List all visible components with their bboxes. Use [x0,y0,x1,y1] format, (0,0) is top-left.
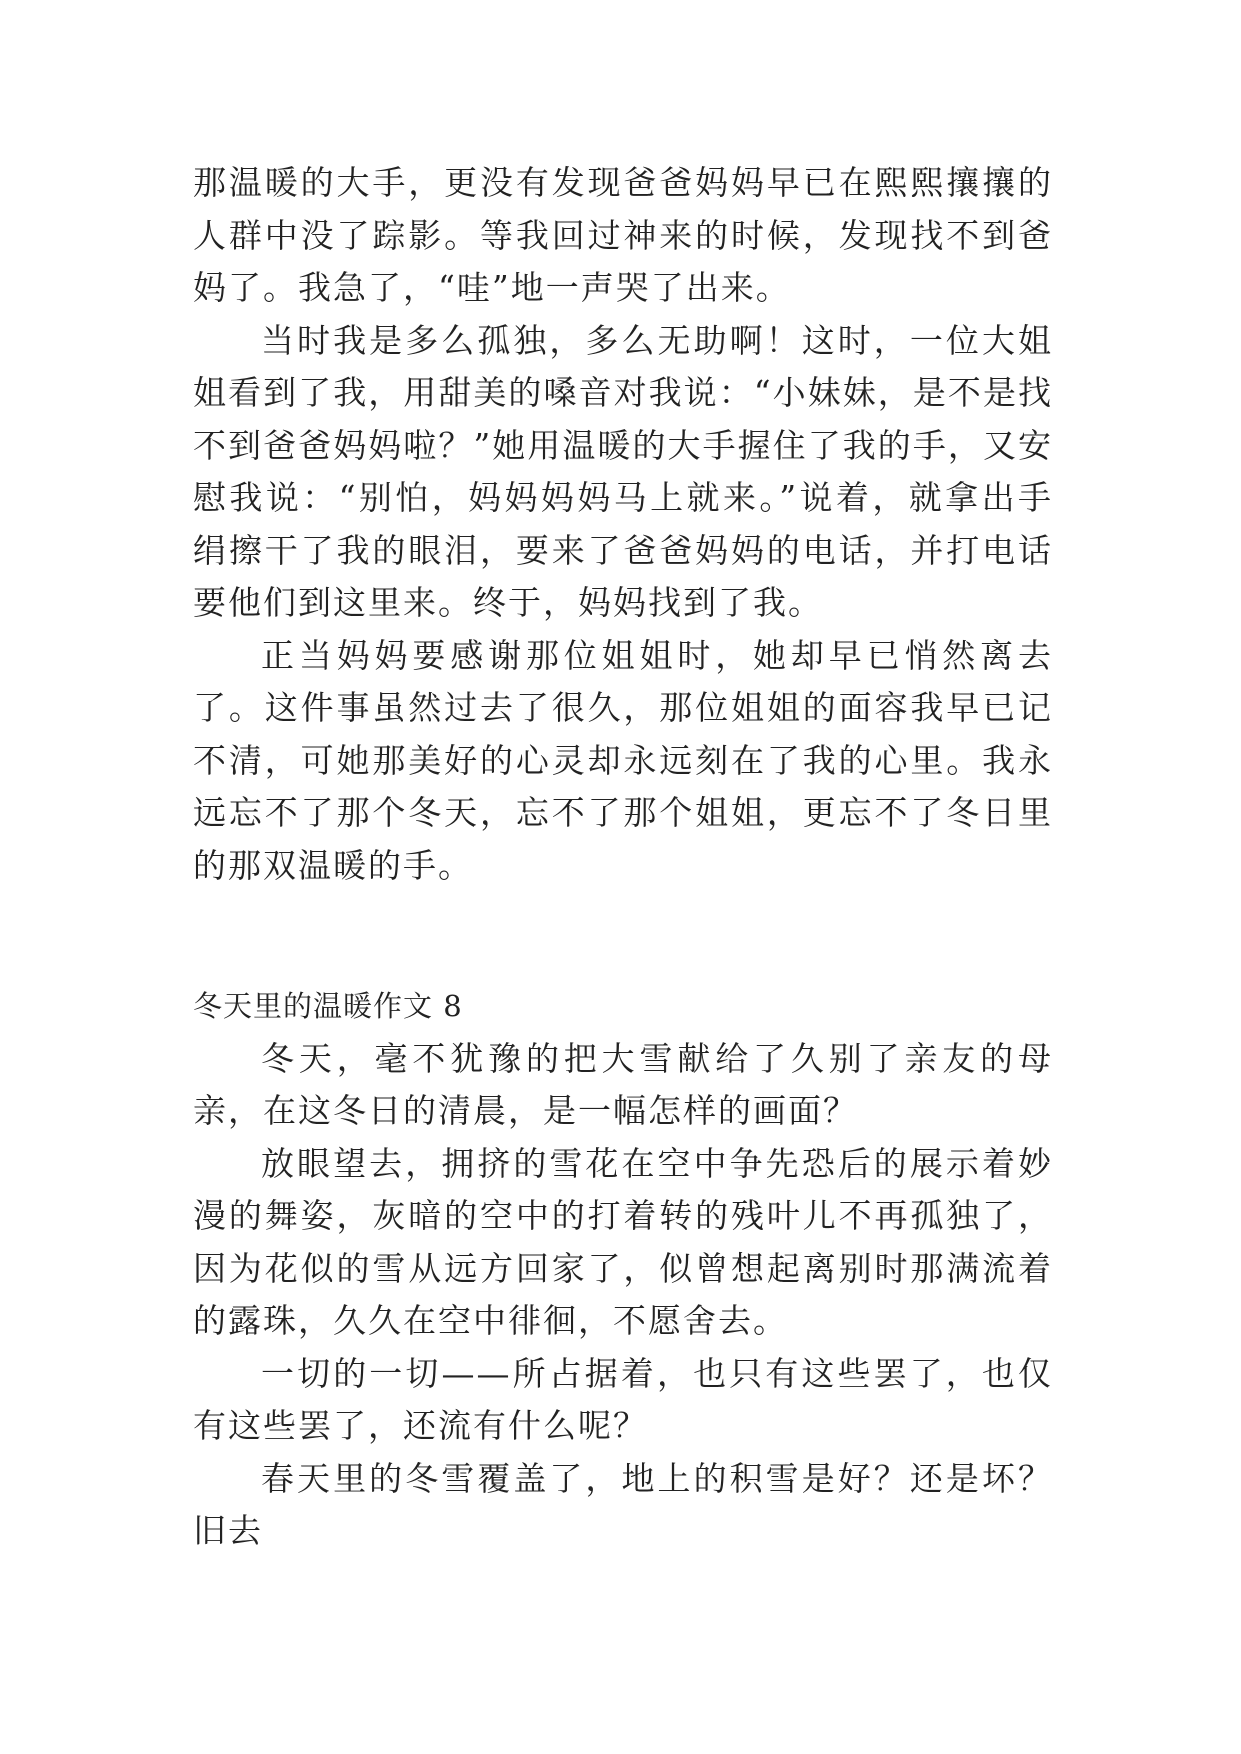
paragraph-lonely: 当时我是多么孤独，多么无助啊！这时，一位大姐姐看到了我，用甜美的嗓音对我说：“小妹妹，是不是找不到爸爸妈妈啦？”她用温暖的大手握住了我的手，又安慰我说：“别怕，妈妈妈妈马上就来。”说着，就拿出手绢擦干了我的眼泪，要来了爸爸妈妈的电话，并打电话要他们到这里来。终于，妈妈找到了我。 [193,320,1053,622]
document-body [193,157,1053,1558]
essay-heading: 冬天里的温暖作文 8 [193,989,463,1023]
paragraph-snowflakes: 放眼望去，拥挤的雪花在空中争先恐后的展示着妙漫的舞姿，灰暗的空中的打着转的残叶儿不再孤独了，因为花似的雪从远方回家了，似曾想起离别时那满流着的露珠，久久在空中徘徊，不愿舍去。 [193,1143,1053,1340]
paragraph-memory: 正当妈妈要感谢那位姐姐时，她却早已悄然离去了。这件事虽然过去了很久，那位姐姐的面容我早已记不清，可她那美好的心灵却永远刻在了我的心里。我永远忘不了那个冬天，忘不了那个姐姐，更忘不了冬日里的那双温暖的手。 [193,635,1053,885]
paragraph-spring-snow: 春天里的冬雪覆盖了，地上的积雪是好？还是坏？旧去 [193,1458,1053,1550]
paragraph-everything: 一切的一切——所占据着，也只有这些罢了，也仅有这些罢了，还流有什么呢？ [193,1353,1053,1445]
paragraph-winter: 冬天，毫不犹豫的把大雪献给了久别了亲友的母亲，在这冬日的清晨，是一幅怎样的画面？ [193,1038,1053,1130]
paragraph-continuation: 那温暖的大手，更没有发现爸爸妈妈早已在熙熙攘攘的人群中没了踪影。等我回过神来的时候，发现找不到爸妈了。我急了，“哇”地一声哭了出来。 [193,163,1053,307]
